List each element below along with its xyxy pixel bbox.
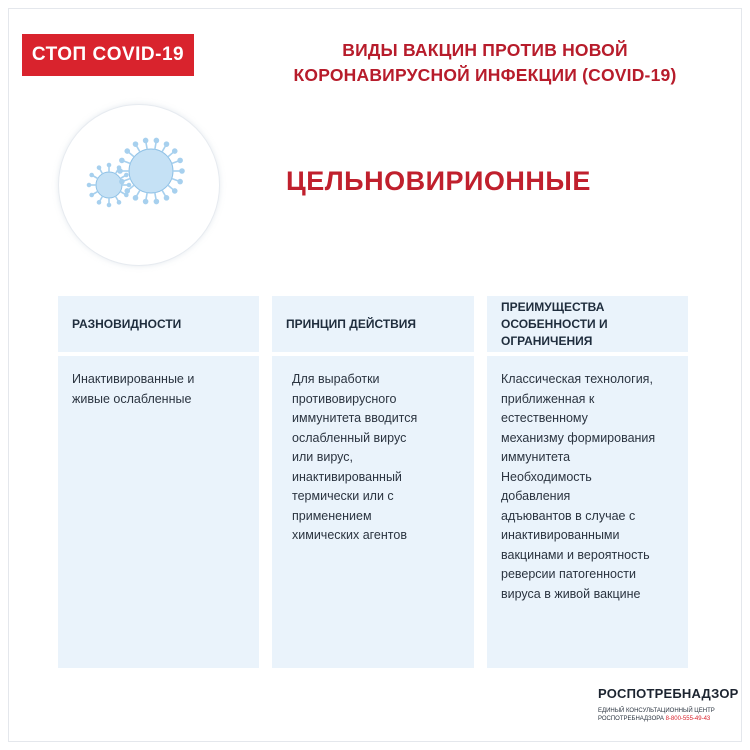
body-line: ослабленный вирус (292, 430, 407, 445)
body-line: инактивированными (501, 528, 620, 542)
body-line: Классическая технология, (501, 372, 653, 386)
column-header-mechanism: ПРИНЦИП ДЕЙСТВИЯ (272, 296, 474, 352)
stop-covid-badge: СТОП COVID-19 (22, 34, 194, 76)
body-line: Для выработки (292, 372, 380, 386)
title-line-2: КОРОНАВИРУСНОЙ ИНФЕКЦИИ (COVID-19) (293, 65, 677, 85)
body-line: противовирусного (292, 391, 397, 406)
body-line: добавления (501, 489, 571, 503)
footer-org: РОСПОТРЕБНАДЗОРА (598, 716, 664, 722)
body-line: реверсии патогенности (501, 567, 636, 581)
footer-line-2 (598, 715, 738, 723)
page-title (250, 38, 720, 88)
column-body-advantages (487, 356, 688, 668)
column-header-advantages (487, 296, 688, 352)
header-line-2: ОСОБЕННОСТИ И ОГРАНИЧЕНИЯ (501, 316, 608, 348)
body-line: инактивированный (292, 469, 402, 484)
body-line: механизму формирования (501, 430, 656, 445)
body-line: приближенная к (501, 391, 595, 406)
body-line: Инактивированные и (72, 372, 195, 386)
header-line-1: ПРЕИМУЩЕСТВА (501, 299, 605, 314)
vaccine-type-heading: ЦЕЛЬНОВИРИОННЫЕ (286, 166, 591, 196)
body-line: вируса в живой вакцине (501, 586, 641, 601)
body-line: химических агентов (292, 528, 407, 542)
body-line: адъювантов в случае с (501, 508, 636, 523)
virus-icon (59, 105, 219, 265)
consultation-center-info (598, 707, 738, 723)
body-line: иммунитета (501, 450, 571, 464)
hotline-phone: 8-800-555-49-43 (665, 716, 711, 722)
body-line: термически или с (292, 489, 394, 503)
column-header-varieties: РАЗНОВИДНОСТИ (58, 296, 259, 352)
rospotrebnadzor-logo: РОСПОТРЕБНАДЗОР (598, 686, 739, 701)
body-line: или вирус, (292, 450, 353, 464)
virus-illustration (58, 104, 220, 266)
body-line: вакцинами и вероятность (501, 547, 650, 562)
column-body-varieties (58, 356, 259, 668)
body-line: живые ослабленные (72, 391, 192, 406)
footer-line-1: ЕДИНЫЙ КОНСУЛЬТАЦИОННЫЙ ЦЕНТР (598, 708, 715, 714)
title-line-1: ВИДЫ ВАКЦИН ПРОТИВ НОВОЙ (342, 40, 628, 60)
body-line: иммунитета вводится (292, 411, 418, 425)
column-body-mechanism (272, 356, 474, 668)
body-line: Необходимость (501, 469, 592, 484)
body-line: естественному (501, 411, 588, 425)
body-line: применением (292, 508, 372, 523)
